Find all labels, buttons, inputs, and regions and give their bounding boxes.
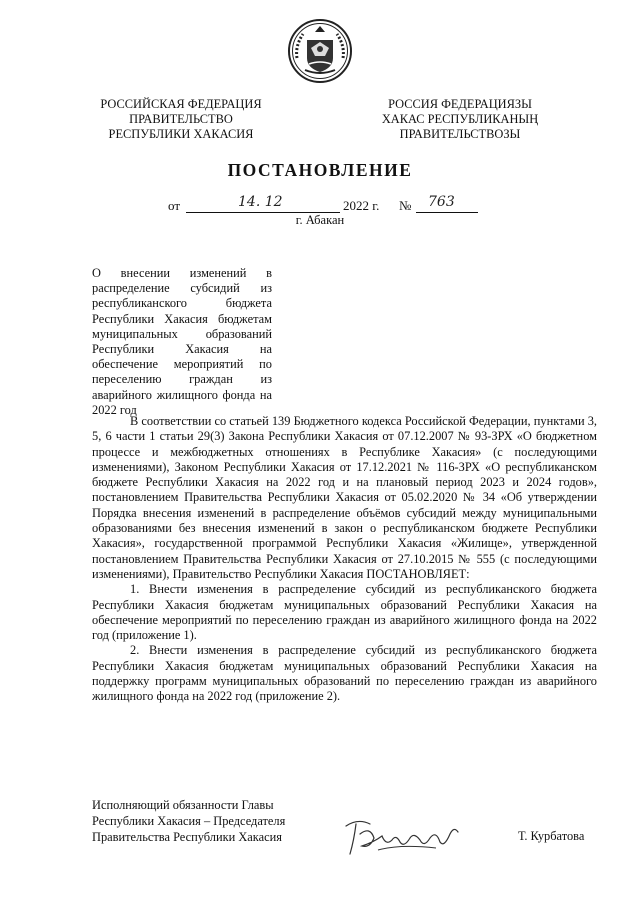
signatory-name: Т. Курбатова [518, 829, 585, 843]
handwritten-number: 763 [428, 194, 455, 210]
signatory-position-line: Исполняющий обязанности Главы [92, 798, 274, 812]
header-right-line: РОССИЯ ФЕДЕРАЦИЯЗЫ [388, 97, 532, 111]
signatory-position [92, 797, 285, 845]
year-label: 2022 г. [343, 198, 380, 213]
header-left-line: РОССИЙСКАЯ ФЕДЕРАЦИЯ [100, 97, 262, 111]
document-subject: О внесении изменений в распределение субсидий из республиканского бюджета Республики Хакасия бюджетам муниципальных образований Республики Хакасия на обеспечение мероприятий по переселению граждан из аварийного жилищного фонда на 2022 год [92, 266, 272, 417]
header-left [92, 97, 270, 142]
header-left-line: РЕСПУБЛИКИ ХАКАСИЯ [108, 127, 254, 141]
body-paragraph: 2. Внести изменения в распределение субсидий из республиканского бюджета Республики Хакасия бюджетам муниципальных образований Республики Хакасия на поддержку программ муниципальных образований по переселению граждан из аварийного жилищного фонда на 2022 год (приложение 2). [92, 643, 597, 704]
from-label: от [168, 198, 181, 213]
header-right [370, 97, 550, 142]
document-title: ПОСТАНОВЛЕНИЕ [227, 160, 413, 180]
signatory-position-line: Правительства Республики Хакасия [92, 830, 282, 844]
body-paragraph: 1. Внести изменения в распределение субсидий из республиканского бюджета Республики Хакасия бюджетам муниципальных образований Республики Хакасия на обеспечение мероприятий по переселению граждан из аварийного жилищного фонда на 2022 год (приложение 1). [92, 582, 597, 643]
number-label: № [399, 198, 412, 213]
header-right-line: ХАКАС РЕСПУБЛИКАНЫҢ [381, 112, 539, 126]
handwritten-date: 14. 12 [238, 194, 283, 210]
city-label: г. Абакан [295, 213, 345, 227]
header-right-line: ПРАВИТЕЛЬСТВОЗЫ [399, 127, 521, 141]
body-paragraph: В соответствии со статьей 139 Бюджетного кодекса Российской Федерации, пунктами 3, 5, 6 части 1 статьи 29(3) Закона Республики Хакасия от 07.12.2007 № 93-ЗРХ «О бюджетном процессе и межбюджетных отношениях в Республике Хакасия» (с последующими изменениями), Законом Республики Хакасия от 17.12.2021 № 116-ЗРХ «О республиканском бюджете Республики Хакасия на 2022 год и на плановый период 2023 и 2024 годов», постановлением Правительства Республики Хакасия от 05.02.2020 № 34 «Об утверждении Порядка внесения изменений в распределение объёмов субсидий между муниципальными образованиями без внесения изменений в закон о республиканском бюджете Республики Хакасия», государственной программой Республики Хакасия «Жилище», утвержденной постановлением Правительства Республики Хакасия от 27.10.2015 № 555 (с последующими изменениями), Правительство Республики Хакасия ПОСТАНОВЛЯЕТ: [92, 414, 597, 581]
coat-of-arms-icon [287, 18, 353, 84]
document-body [92, 414, 597, 705]
signatory-position-line: Республики Хакасия – Председателя [92, 814, 286, 828]
header-left-line: ПРАВИТЕЛЬСТВО [129, 112, 233, 126]
handwritten-signature-icon [340, 812, 470, 860]
